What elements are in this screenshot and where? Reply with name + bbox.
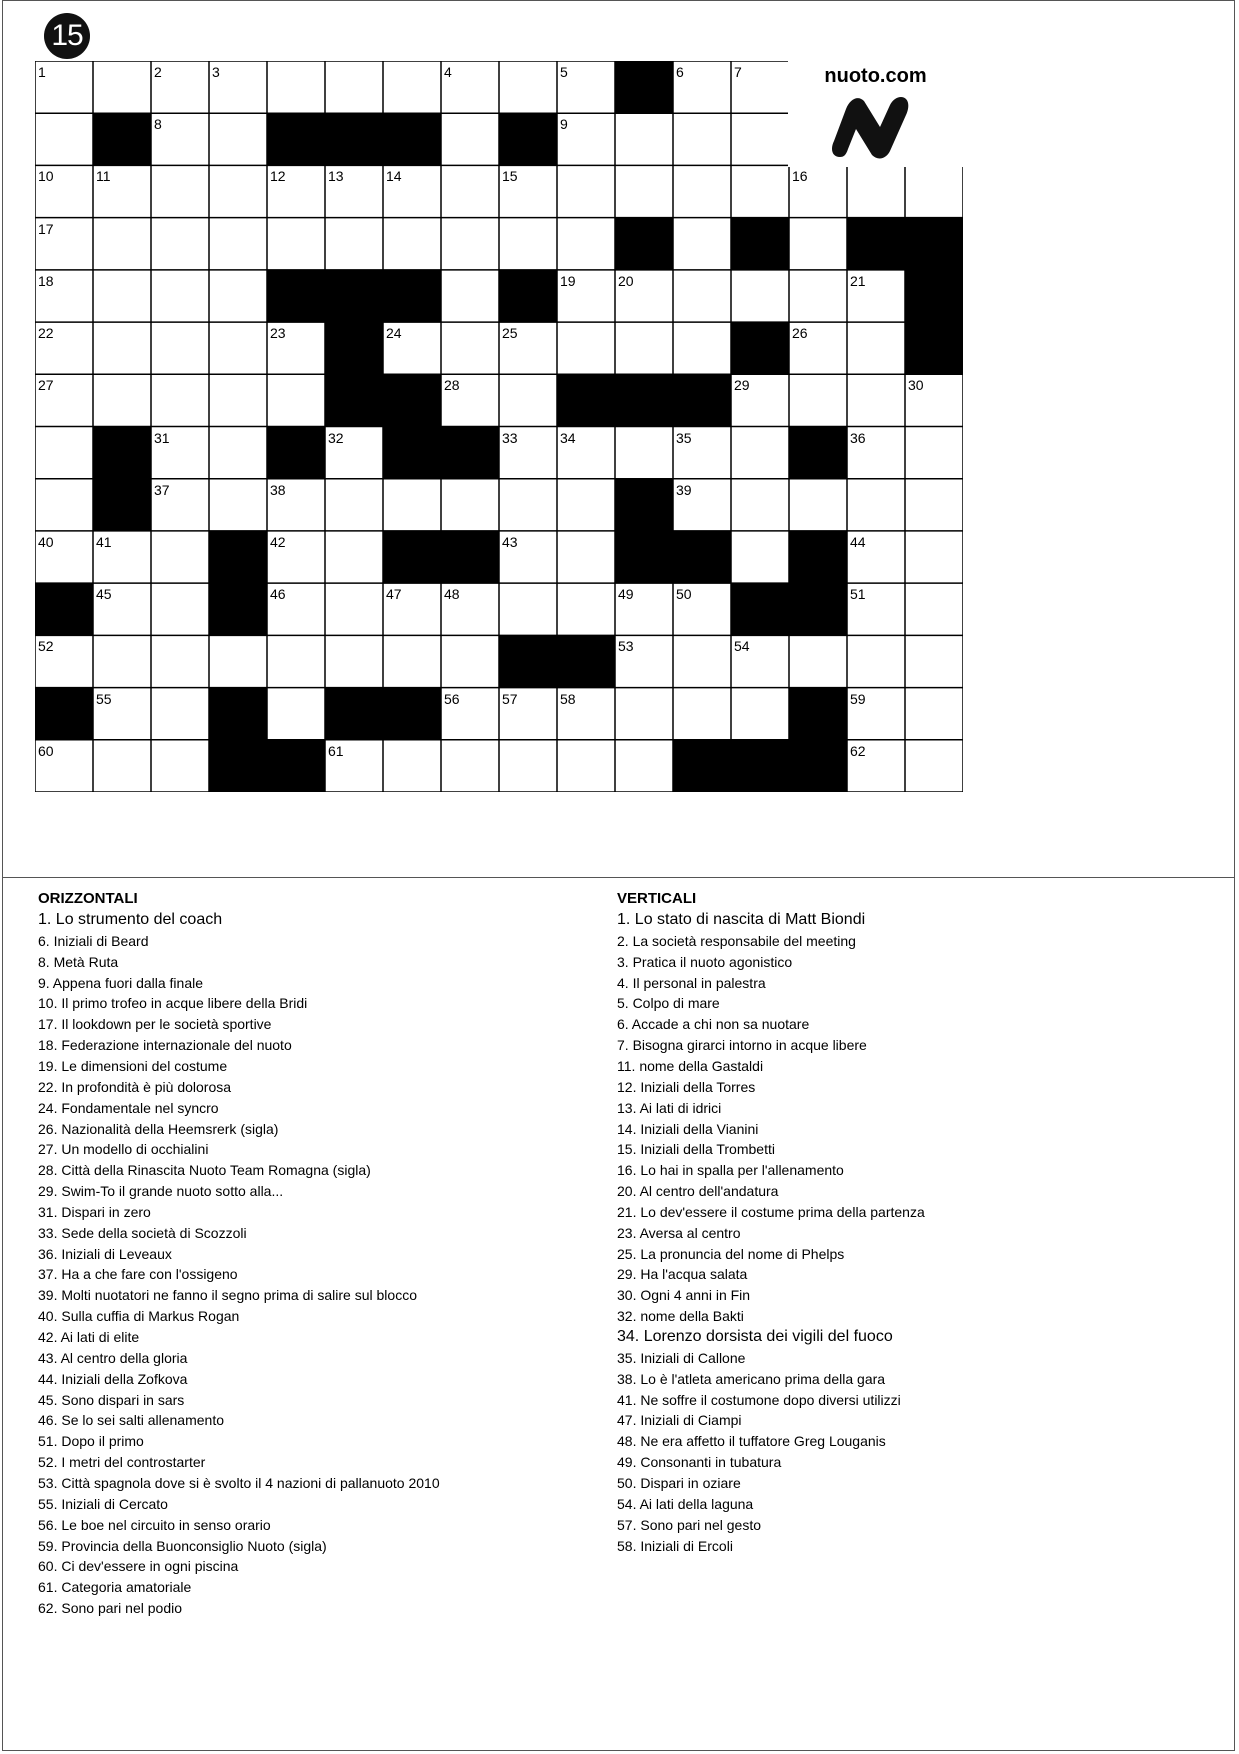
grid-cell[interactable] (847, 635, 905, 687)
black-square (905, 322, 963, 374)
cell-number: 4 (444, 64, 452, 80)
cell-number: 22 (38, 325, 54, 342)
clue-item: 42. Ai lati di elite (38, 1329, 140, 1345)
grid-cell[interactable] (499, 61, 557, 113)
clue-item: 52. I metri del controstarter (38, 1454, 206, 1471)
black-square (557, 374, 615, 426)
grid-cell[interactable] (151, 583, 209, 635)
grid-cell[interactable] (731, 427, 789, 479)
grid-cell[interactable] (557, 583, 615, 635)
grid-cell[interactable] (209, 374, 267, 426)
cell-number: 42 (270, 533, 286, 550)
grid-cell[interactable] (151, 740, 209, 792)
black-square (499, 113, 557, 165)
clue-item: 36. Iniziali di Leveaux (38, 1245, 172, 1262)
logo-text: nuoto.com (824, 65, 927, 87)
grid-cell[interactable] (383, 61, 441, 113)
clue-item: 27. Un modello di occhialini (38, 1141, 209, 1158)
grid-cell[interactable] (325, 218, 383, 270)
clue-item: 34. Lorenzo dorsista dei vigili del fuoco (617, 1328, 893, 1345)
cell-number: 7 (734, 64, 742, 80)
clue-item: 6. Iniziali di Beard (38, 932, 149, 949)
grid-cell[interactable] (673, 688, 731, 740)
clue-item: 49. Consonanti in tubatura (617, 1454, 782, 1471)
clue-item: 35. Iniziali di Callone (617, 1349, 746, 1366)
grid-cell[interactable] (325, 583, 383, 635)
clue-item: 10. Il primo trofeo in acque libere della Bridi (38, 995, 308, 1012)
grid-cell[interactable] (151, 218, 209, 270)
black-square (499, 270, 557, 322)
grid-cell[interactable] (441, 740, 499, 792)
clue-item: 32. nome della Bakti (617, 1308, 744, 1325)
cell-number: 50 (676, 586, 692, 603)
cell-number: 28 (444, 377, 460, 394)
puzzle-number-badge: 15 (44, 13, 90, 59)
grid-cell[interactable] (789, 374, 847, 426)
grid-cell[interactable] (93, 635, 151, 687)
black-square (325, 270, 383, 322)
black-square (267, 113, 325, 165)
grid-cell[interactable] (557, 165, 615, 217)
cell-number: 49 (618, 586, 634, 603)
nuoto-logo (788, 61, 963, 167)
clue-item: 2. La società responsabile del meeting (617, 932, 856, 949)
grid-cell[interactable] (905, 427, 963, 479)
grid-cell[interactable] (209, 479, 267, 531)
black-square (673, 531, 731, 583)
grid-cell[interactable] (441, 165, 499, 217)
cell-number: 5 (560, 64, 568, 80)
clue-item: 41. Ne soffre il costumone dopo diversi utilizzi (617, 1391, 901, 1408)
clue-item: 12. Iniziali della Torres (617, 1078, 756, 1095)
black-square (673, 740, 731, 792)
black-square (789, 583, 847, 635)
grid-cell[interactable] (789, 479, 847, 531)
cell-number: 10 (38, 168, 54, 185)
grid-cell[interactable] (731, 113, 789, 165)
black-square (93, 479, 151, 531)
clue-item: 58. Iniziali di Ercoli (617, 1537, 733, 1554)
clue-item: 43. Al centro della gloria (38, 1349, 188, 1366)
clue-item: 23. Aversa al centro (617, 1224, 741, 1241)
clue-item: 8. Metà Ruta (38, 953, 119, 970)
cell-number: 20 (618, 272, 634, 289)
black-square (383, 113, 441, 165)
clue-item: 37. Ha a che fare con l'ossigeno (38, 1266, 238, 1283)
grid-cell[interactable] (905, 635, 963, 687)
cell-number: 51 (850, 586, 866, 603)
black-square (209, 688, 267, 740)
grid-cell[interactable] (731, 531, 789, 583)
black-square (731, 740, 789, 792)
black-square (731, 583, 789, 635)
black-square (267, 427, 325, 479)
cell-number: 1 (38, 64, 46, 80)
black-square (325, 322, 383, 374)
clue-item: 4. Il personal in palestra (617, 974, 766, 991)
grid-cell[interactable] (35, 113, 93, 165)
clue-item: 20. Al centro dell'andatura (617, 1183, 779, 1200)
grid-cell[interactable] (209, 635, 267, 687)
grid-cell[interactable] (151, 531, 209, 583)
clue-item: 44. Iniziali della Zofkova (38, 1370, 188, 1387)
grid-cell[interactable] (905, 740, 963, 792)
clue-item: 60. Ci dev'essere in ogni piscina (38, 1558, 239, 1575)
grid-cell[interactable] (93, 374, 151, 426)
grid-cell[interactable] (93, 322, 151, 374)
grid-cell[interactable] (267, 218, 325, 270)
grid-cell[interactable] (209, 427, 267, 479)
grid-cell[interactable] (557, 218, 615, 270)
grid-cell[interactable] (325, 61, 383, 113)
cell-number: 15 (502, 168, 518, 185)
clue-item: 1. Lo strumento del coach (38, 911, 223, 928)
black-square (847, 218, 905, 270)
black-square (905, 270, 963, 322)
clue-item: 19. Le dimensioni del costume (38, 1057, 228, 1074)
clue-item: 28. Città della Rinascita Nuoto Team Romagna (sigla) (38, 1162, 371, 1179)
cell-number: 36 (850, 429, 866, 446)
grid-cell[interactable] (209, 218, 267, 270)
grid-cell[interactable] (383, 635, 441, 687)
cell-number: 60 (38, 742, 54, 759)
cell-number: 27 (38, 377, 54, 394)
black-square (93, 113, 151, 165)
grid-cell[interactable] (151, 635, 209, 687)
cell-number: 48 (444, 586, 460, 603)
cell-number: 34 (560, 429, 576, 446)
cell-number: 43 (502, 533, 518, 550)
grid-cell[interactable] (209, 322, 267, 374)
grid-cell[interactable] (557, 740, 615, 792)
grid-cell[interactable] (557, 479, 615, 531)
clue-item: 9. Appena fuori dalla finale (38, 974, 204, 991)
clue-item: 25. La pronuncia del nome di Phelps (617, 1245, 845, 1262)
cell-number: 47 (386, 586, 402, 603)
clue-item: 56. Le boe nel circuito in senso orario (38, 1516, 271, 1533)
grid-cell[interactable] (151, 322, 209, 374)
cell-number: 3 (212, 64, 220, 80)
cell-number: 12 (270, 168, 286, 185)
clue-item: 31. Dispari in zero (38, 1203, 151, 1220)
cell-number: 8 (154, 116, 162, 133)
grid-cell[interactable] (93, 218, 151, 270)
grid-cell[interactable] (905, 479, 963, 531)
grid-cell[interactable] (615, 113, 673, 165)
grid-cell[interactable] (499, 479, 557, 531)
black-square (905, 218, 963, 270)
black-square (383, 531, 441, 583)
grid-cell[interactable] (35, 427, 93, 479)
grid-cell[interactable] (93, 270, 151, 322)
clue-item: 48. Ne era affetto il tuffatore Greg Louganis (617, 1433, 886, 1450)
cell-number: 39 (676, 481, 692, 498)
grid-cell[interactable] (731, 270, 789, 322)
cell-number: 33 (502, 429, 518, 446)
cell-number: 40 (38, 533, 54, 550)
clue-item: 18. Federazione internazionale del nuoto (38, 1037, 292, 1054)
cell-number: 62 (850, 742, 866, 759)
crossword-grid-lines (35, 61, 963, 792)
clue-item: 40. Sulla cuffia di Markus Rogan (38, 1308, 240, 1325)
grid-cell[interactable] (905, 688, 963, 740)
black-square (557, 635, 615, 687)
cell-number: 19 (560, 272, 576, 289)
clue-item: 16. Lo hai in spalla per l'allenamento (617, 1162, 844, 1179)
black-square (731, 322, 789, 374)
grid-cell[interactable] (151, 688, 209, 740)
grid-cell[interactable] (847, 322, 905, 374)
black-square (325, 374, 383, 426)
black-square (93, 427, 151, 479)
clue-item: 14. Iniziali della Vianini (617, 1120, 759, 1137)
cell-number: 2 (154, 64, 162, 80)
grid-cell[interactable] (441, 270, 499, 322)
grid-cell[interactable] (615, 688, 673, 740)
grid-cell[interactable] (673, 270, 731, 322)
black-square (441, 427, 499, 479)
black-square (731, 218, 789, 270)
grid-cell[interactable] (557, 322, 615, 374)
across-title: ORIZZONTALI (38, 890, 138, 907)
black-square (615, 218, 673, 270)
grid-cell[interactable] (209, 165, 267, 217)
clue-item: 55. Iniziali di Cercato (38, 1495, 168, 1512)
grid-cell[interactable] (673, 113, 731, 165)
grid-cell[interactable] (93, 61, 151, 113)
cell-number: 58 (560, 690, 576, 707)
black-square (615, 479, 673, 531)
clue-item: 1. Lo stato di nascita di Matt Biondi (617, 911, 866, 928)
grid-cell[interactable] (789, 270, 847, 322)
cell-number: 46 (270, 586, 286, 603)
cell-number: 25 (502, 325, 518, 342)
black-square (789, 688, 847, 740)
black-square (383, 427, 441, 479)
black-square (615, 61, 673, 113)
grid-cell[interactable] (499, 583, 557, 635)
cell-number: 59 (850, 690, 866, 707)
black-square (35, 688, 93, 740)
clue-item: 21. Lo dev'essere il costume prima della partenza (617, 1203, 925, 1220)
grid-cell[interactable] (209, 270, 267, 322)
cell-number: 53 (618, 638, 634, 655)
clue-item: 51. Dopo il primo (38, 1433, 144, 1450)
grid-cell[interactable] (93, 740, 151, 792)
cell-number: 21 (850, 272, 866, 289)
clue-item: 46. Se lo sei salti allenamento (38, 1412, 224, 1429)
cell-number: 11 (96, 168, 111, 185)
cell-number: 30 (908, 377, 924, 394)
black-square (441, 531, 499, 583)
clue-item: 50. Dispari in oziare (617, 1474, 741, 1491)
cell-number: 45 (96, 586, 112, 603)
grid-cell[interactable] (441, 635, 499, 687)
grid-cell[interactable] (731, 165, 789, 217)
clue-item: 6. Accade a chi non sa nuotare (617, 1016, 810, 1033)
clue-item: 11. nome della Gastaldi (617, 1057, 764, 1074)
cell-number: 37 (154, 481, 170, 498)
black-square (673, 374, 731, 426)
clue-item: 54. Ai lati della laguna (617, 1495, 754, 1512)
grid-cell[interactable] (905, 583, 963, 635)
grid-cell[interactable] (383, 479, 441, 531)
clue-item: 62. Sono pari nel podio (38, 1600, 182, 1617)
grid-cell[interactable] (151, 374, 209, 426)
grid-cell[interactable] (441, 113, 499, 165)
clue-item: 61. Categoria amatoriale (38, 1579, 192, 1596)
grid-cell[interactable] (151, 270, 209, 322)
cell-number: 38 (270, 481, 286, 498)
black-square (499, 635, 557, 687)
grid-cell[interactable] (615, 322, 673, 374)
cell-number: 24 (386, 325, 402, 342)
clue-item: 39. Molti nuotatori ne fanno il segno prima di salire sul blocco (38, 1287, 417, 1304)
grid-cell[interactable] (441, 322, 499, 374)
cell-number: 61 (328, 742, 344, 759)
clue-item: 59. Provincia della Buonconsiglio Nuoto (sigla) (38, 1537, 327, 1554)
grid-cell[interactable] (325, 635, 383, 687)
grid-cell[interactable] (615, 427, 673, 479)
grid-cell[interactable] (789, 635, 847, 687)
cell-number: 35 (676, 429, 692, 446)
cell-number: 31 (154, 429, 170, 446)
black-square (383, 374, 441, 426)
clue-item: 13. Ai lati di idrici (617, 1099, 722, 1116)
clue-item: 17. Il lookdown per le società sportive (38, 1016, 272, 1033)
clue-item: 57. Sono pari nel gesto (617, 1516, 761, 1533)
clue-item: 26. Nazionalità della Heemsrerk (sigla) (38, 1120, 279, 1137)
grid-cell[interactable] (905, 531, 963, 583)
clue-item: 53. Città spagnola dove si è svolto il 4 nazioni di pallanuoto 2010 (38, 1474, 440, 1491)
grid-cell[interactable] (267, 374, 325, 426)
cell-number: 9 (560, 116, 568, 133)
grid-cell[interactable] (615, 740, 673, 792)
clue-item: 15. Iniziali della Trombetti (617, 1141, 775, 1158)
black-square (209, 531, 267, 583)
grid-cell[interactable] (267, 635, 325, 687)
grid-cell[interactable] (267, 61, 325, 113)
cell-number: 32 (328, 429, 344, 446)
black-square (789, 531, 847, 583)
black-square (267, 740, 325, 792)
black-square (35, 583, 93, 635)
black-square (325, 113, 383, 165)
clue-item: 5. Colpo di mare (617, 995, 720, 1012)
cell-number: 54 (734, 638, 750, 655)
cell-number: 13 (328, 168, 344, 185)
black-square (209, 583, 267, 635)
grid-cell[interactable] (847, 479, 905, 531)
grid-cell[interactable] (789, 218, 847, 270)
black-square (615, 531, 673, 583)
section-divider (2, 877, 1235, 878)
cell-number: 55 (96, 690, 112, 707)
cell-number: 52 (38, 638, 54, 655)
clue-item: 33. Sede della società di Scozzoli (38, 1224, 247, 1241)
grid-cell[interactable] (35, 479, 93, 531)
grid-cell[interactable] (441, 479, 499, 531)
clue-item: 38. Lo è l'atleta americano prima della gara (617, 1370, 886, 1387)
clue-item: 47. Iniziali di Ciampi (617, 1412, 742, 1429)
grid-cell[interactable] (673, 322, 731, 374)
grid-cell[interactable] (325, 531, 383, 583)
grid-cell[interactable] (731, 479, 789, 531)
grid-cell[interactable] (673, 635, 731, 687)
grid-cell[interactable] (499, 374, 557, 426)
black-square (789, 427, 847, 479)
crossword-grid[interactable] (35, 61, 963, 792)
clue-item: 29. Swim-To il grande nuoto sotto alla... (38, 1183, 284, 1200)
black-square (383, 270, 441, 322)
grid-cell[interactable] (905, 165, 963, 217)
grid-cell[interactable] (847, 374, 905, 426)
black-square (267, 270, 325, 322)
cell-number: 41 (96, 533, 112, 550)
cell-number: 29 (734, 377, 750, 394)
grid-cell[interactable] (499, 218, 557, 270)
cell-number: 6 (676, 64, 684, 80)
down-title: VERTICALI (617, 890, 697, 907)
black-square (325, 688, 383, 740)
cell-number: 56 (444, 690, 460, 707)
grid-cell[interactable] (383, 218, 441, 270)
cell-number: 14 (386, 168, 402, 185)
cell-number: 16 (792, 168, 808, 185)
grid-cell[interactable] (499, 740, 557, 792)
grid-cell[interactable] (731, 688, 789, 740)
cell-number: 18 (38, 272, 54, 289)
black-square (615, 374, 673, 426)
clue-item: 7. Bisogna girarci intorno in acque libere (617, 1037, 867, 1054)
cell-number: 26 (792, 325, 808, 342)
grid-cell[interactable] (673, 218, 731, 270)
grid-cell[interactable] (151, 165, 209, 217)
black-square (789, 740, 847, 792)
grid-cell[interactable] (267, 688, 325, 740)
clue-item: 3. Pratica il nuoto agonistico (617, 953, 793, 970)
cell-number: 23 (270, 325, 286, 342)
grid-cell[interactable] (209, 113, 267, 165)
grid-cell[interactable] (847, 165, 905, 217)
clue-item: 30. Ogni 4 anni in Fin (617, 1287, 751, 1304)
grid-cell[interactable] (673, 165, 731, 217)
grid-cell[interactable] (325, 479, 383, 531)
grid-cell[interactable] (383, 740, 441, 792)
clue-item: 29. Ha l'acqua salata (617, 1266, 748, 1283)
logo-n-mark-icon (828, 93, 928, 163)
clue-item: 45. Sono dispari in sars (38, 1391, 185, 1408)
clue-item: 22. In profondità è più dolorosa (38, 1078, 232, 1095)
grid-cell[interactable] (557, 531, 615, 583)
cell-number: 57 (502, 690, 518, 707)
black-square (383, 688, 441, 740)
cell-number: 17 (38, 220, 54, 237)
black-square (209, 740, 267, 792)
clue-item: 24. Fondamentale nel syncro (38, 1099, 219, 1116)
grid-cell[interactable] (615, 165, 673, 217)
cell-number: 44 (850, 533, 866, 550)
grid-cell[interactable] (441, 218, 499, 270)
